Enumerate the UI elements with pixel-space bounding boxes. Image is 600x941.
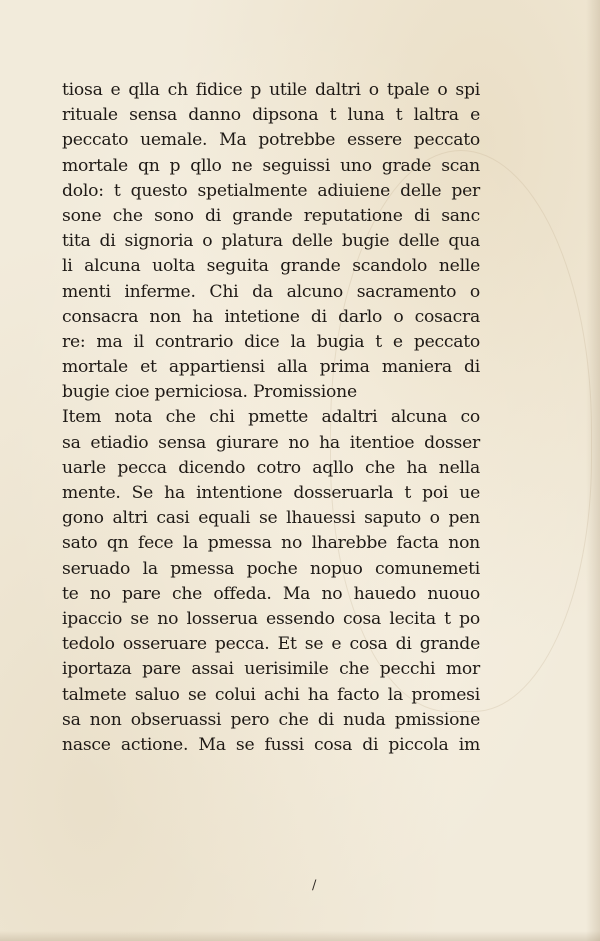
text-line-11: re: ma il contrario dice la bugia t e peccato bbox=[62, 331, 480, 352]
text-line-6: sone che sono di grande reputatione di sanc bbox=[62, 205, 480, 226]
text-line-14: Item nota che chi pmette adaltri alcuna co bbox=[62, 407, 480, 428]
text-block bbox=[62, 78, 482, 758]
text-line-18: gono altri casi equali se lhauessi saputo o pen bbox=[62, 508, 480, 529]
text-line-17: mente. Se ha intentione dosseruarla t poi ue bbox=[62, 483, 480, 503]
text-line-16: uarle pecca dicendo cotro aqllo che ha nella bbox=[62, 457, 480, 478]
text-line-20: seruado la pmessa poche nopuo comunemeti bbox=[62, 558, 480, 579]
text-line-23: tedolo osseruare pecca. Et se e cosa di grande bbox=[62, 634, 480, 655]
text-line-13-heading: bugie cioe perniciosa. Promissione bbox=[62, 382, 357, 403]
text-line-8: li alcuna uolta seguita grande scandolo nelle bbox=[62, 256, 480, 277]
footer-mark: / bbox=[312, 878, 317, 893]
text-line-9: menti inferme. Chi da alcuno sacramento o bbox=[62, 281, 480, 302]
text-line-15: sa etiadio sensa giurare no ha itentioe dosser bbox=[62, 432, 480, 453]
text-line-3: peccato uemale. Ma potrebbe essere peccato bbox=[62, 130, 480, 151]
text-line-21: te no pare che offeda. Ma no hauedo nuouo bbox=[62, 583, 480, 604]
page-edge-right bbox=[586, 0, 600, 941]
text-line-10: consacra non ha intetione di darlo o cosacra bbox=[62, 306, 480, 327]
text-line-22: ipaccio se no losserua essendo cosa lecita t po bbox=[62, 608, 480, 629]
text-line-19: sato qn fece la pmessa no lharebbe facta non bbox=[62, 533, 480, 554]
text-line-7: tita di signoria o platura delle bugie delle qua bbox=[62, 231, 480, 252]
text-line-25: talmete saluo se colui achi ha facto la promesi bbox=[62, 684, 480, 705]
text-line-24: iportaza pare assai uerisimile che pecchi mor bbox=[62, 659, 480, 680]
text-line-12: mortale et appartiensi alla prima maniera di bbox=[62, 357, 480, 378]
text-line-2: rituale sensa danno dipsona t luna t laltra e bbox=[62, 105, 480, 126]
page-edge-bottom bbox=[0, 931, 600, 941]
text-line-5: dolo: t questo spetialmente adiuiene delle per bbox=[62, 180, 480, 201]
text-line-1: tiosa e qlla ch fidice p utile daltri o tpale o spi bbox=[62, 80, 480, 100]
text-line-27: nasce actione. Ma se fussi cosa di piccola im bbox=[62, 734, 480, 755]
text-line-4: mortale qn p qllo ne seguissi uno grade scan bbox=[62, 155, 480, 176]
text-line-26: sa non obseruassi pero che di nuda pmissione bbox=[62, 709, 480, 730]
